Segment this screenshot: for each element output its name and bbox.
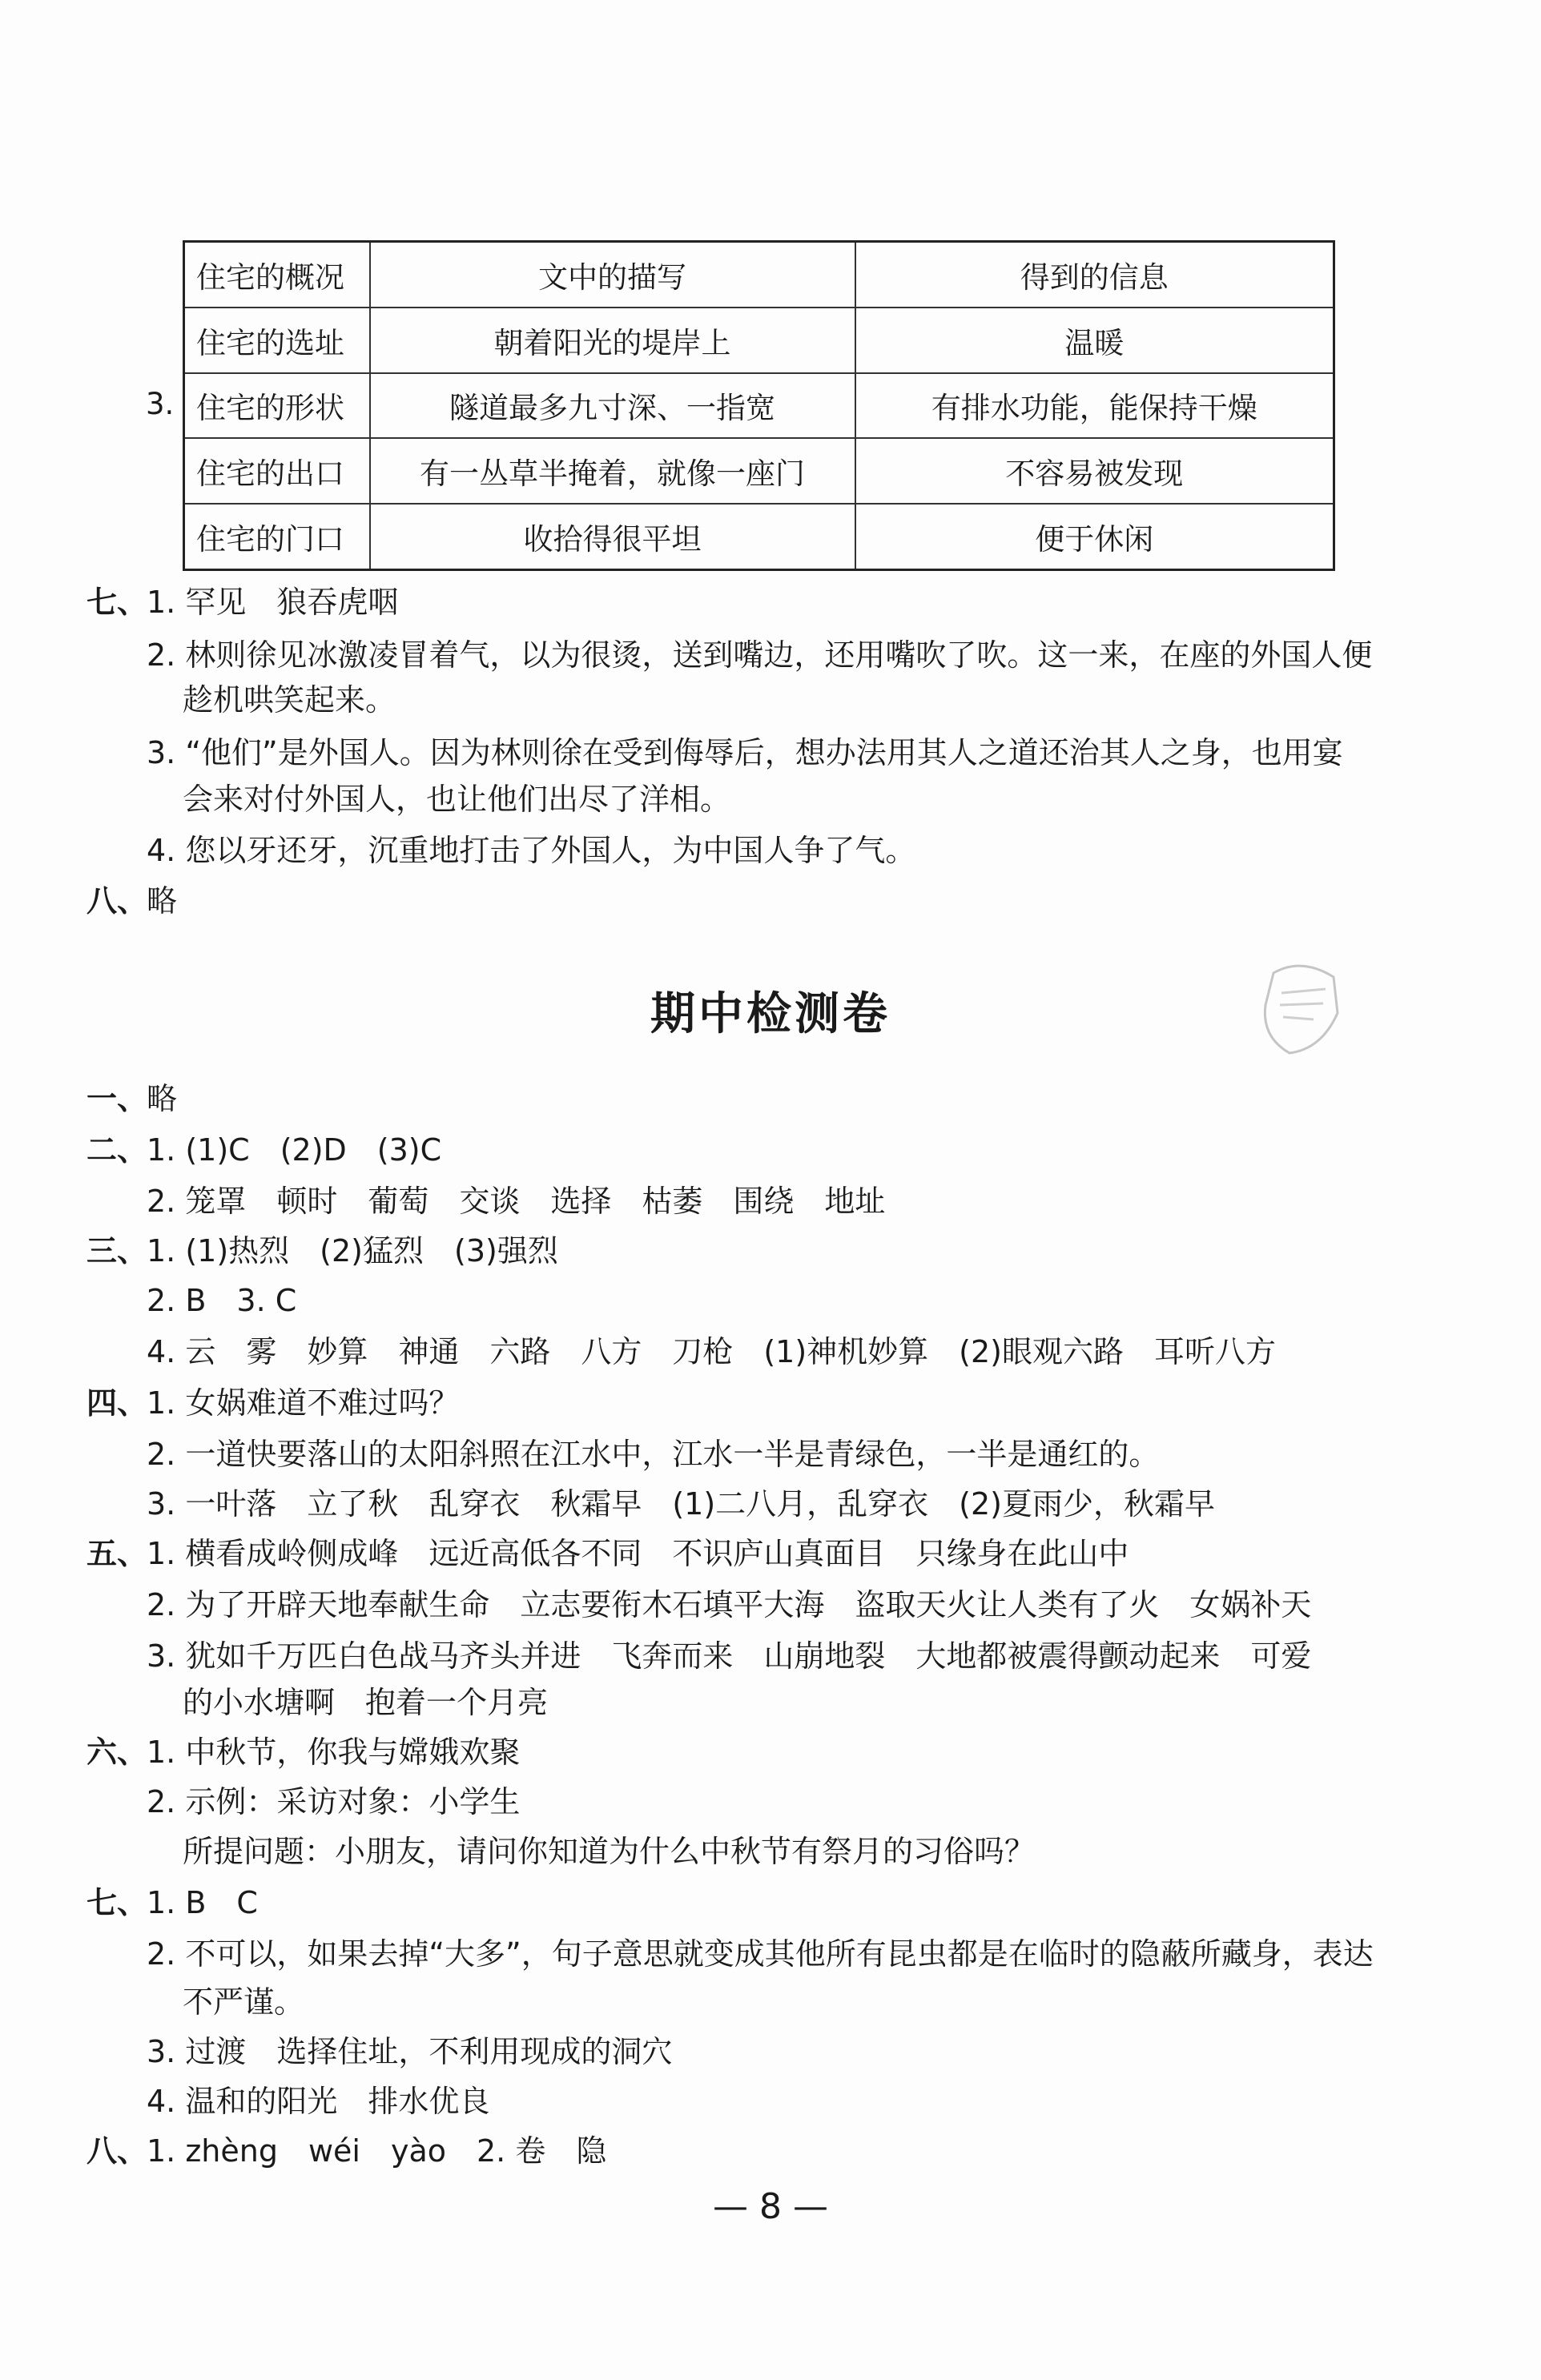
answer-line: 4. 您以牙还牙，沉重地打击了外国人，为中国人争了气。 (147, 833, 916, 868)
answer-line: 1. 女娲难道不难过吗？ (147, 1385, 460, 1421)
answer-line: 会来对付外国人，也让他们出尽了洋相。 (183, 782, 731, 817)
table-cell: 不容易被发现 (855, 438, 1334, 504)
section-label: 六、 (87, 1735, 148, 1770)
answer-line: 4. 云 雾 妙算 神通 六路 八方 刀枪 (1)神机妙算 (2)眼观六路 耳听八方 (147, 1334, 1276, 1369)
table-row (184, 504, 1334, 569)
table-row (184, 438, 1334, 504)
answer-line: 3. 犹如千万匹白色战马齐头并进 飞奔而来 山崩地裂 大地都被震得颤动起来 可爱 (147, 1638, 1312, 1674)
answer-line: 2. 示例：采访对象：小学生 (147, 1784, 521, 1819)
table-cell: 有排水功能，能保持干燥 (855, 373, 1334, 439)
table-cell: 温暖 (855, 308, 1334, 373)
table-question-number: 3. (146, 387, 175, 421)
section-label: 二、 (87, 1132, 148, 1168)
answer-line: 趁机哄笑起来。 (183, 682, 396, 718)
table-header-cell: 文中的描写 (370, 242, 855, 308)
table-header-row (184, 242, 1334, 308)
table-row (184, 373, 1334, 439)
section-label: 三、 (87, 1233, 148, 1268)
table-cell: 有一丛草半掩着，就像一座门 (370, 438, 855, 504)
answer-line: 1. B C (147, 1885, 258, 1920)
answer-line: 2. 不可以，如果去掉“大多”，句子意思就变成其他所有昆虫都是在临时的隐蔽所藏身，表达 (147, 1936, 1374, 1972)
table-cell: 便于休闲 (855, 504, 1334, 569)
table-cell: 住宅的选址 (184, 308, 370, 373)
table-cell: 隧道最多九寸深、一指宽 (370, 373, 855, 439)
answer-line: 2. 为了开辟天地奉献生命 立志要衔木石填平大海 盗取天火让人类有了火 女娲补天 (147, 1587, 1312, 1622)
table-cell: 住宅的形状 (184, 373, 370, 439)
page-number: — 8 — (713, 2186, 828, 2227)
answer-line: 的小水塘啊 抱着一个月亮 (183, 1685, 549, 1720)
section-label: 七、 (87, 585, 148, 620)
answer-line: 1. 横看成岭侧成峰 远近高低各不同 不识庐山真面目 只缘身在此山中 (147, 1536, 1129, 1571)
section-label: 一、 (87, 1081, 148, 1116)
table-row (184, 308, 1334, 373)
table-cell: 收拾得很平坦 (370, 504, 855, 569)
answer-line: 不严谨。 (183, 1984, 305, 2020)
answer-line: 2. 笼罩 顿时 葡萄 交谈 选择 枯萎 围绕 地址 (147, 1184, 886, 1219)
residence-info-table (183, 240, 1335, 571)
answer-line: 3. “他们”是外国人。因为林则徐在受到侮辱后，想办法用其人之道还治其人之身，也用宴 (147, 735, 1343, 770)
answer-line: 2. 林则徐见冰激凌冒着气，以为很烫，送到嘴边，还用嘴吹了吹。这一来，在座的外国人便 (147, 637, 1373, 673)
answer-line: 1. (1)热烈 (2)猛烈 (3)强烈 (147, 1233, 558, 1268)
answer-line: 1. 罕见 狼吞虎咽 (147, 585, 399, 620)
section-label: 八、 (87, 2133, 148, 2169)
table-cell: 朝着阳光的堤岸上 (370, 308, 855, 373)
answer-line: 所提问题：小朋友，请问你知道为什么中秋节有祭月的习俗吗？ (183, 1834, 1036, 1869)
table-header-cell: 住宅的概况 (184, 242, 370, 308)
table-cell: 住宅的门口 (184, 504, 370, 569)
section-label: 八、 (87, 883, 148, 919)
section-label: 四、 (87, 1385, 148, 1421)
answer-line: 4. 温和的阳光 排水优良 (147, 2084, 490, 2119)
answer-line: 2. 一道快要落山的太阳斜照在江水中，江水一半是青绿色，一半是通红的。 (147, 1437, 1160, 1472)
section-label: 五、 (87, 1536, 148, 1571)
section-label: 七、 (87, 1885, 148, 1920)
watermark-stamp-icon (1257, 957, 1346, 1061)
table-cell: 住宅的出口 (184, 438, 370, 504)
answer-line: 1. zhèng wéi yào 2. 卷 隐 (147, 2133, 607, 2169)
answer-line: 1. 中秋节，你我与嫦娥欢聚 (147, 1735, 521, 1770)
answer-line: 2. B 3. C (147, 1283, 297, 1318)
answer-line: 3. 过渡 选择住址，不利用现成的洞穴 (147, 2034, 673, 2069)
answer-line: 略 (147, 1081, 178, 1116)
table-header-cell: 得到的信息 (855, 242, 1334, 308)
answer-line: 1. (1)C (2)D (3)C (147, 1132, 442, 1168)
page-title: 期中检测卷 (650, 987, 891, 1040)
answer-line: 3. 一叶落 立了秋 乱穿衣 秋霜早 (1)二八月，乱穿衣 (2)夏雨少，秋霜早 (147, 1486, 1215, 1522)
answer-line: 略 (147, 883, 178, 919)
